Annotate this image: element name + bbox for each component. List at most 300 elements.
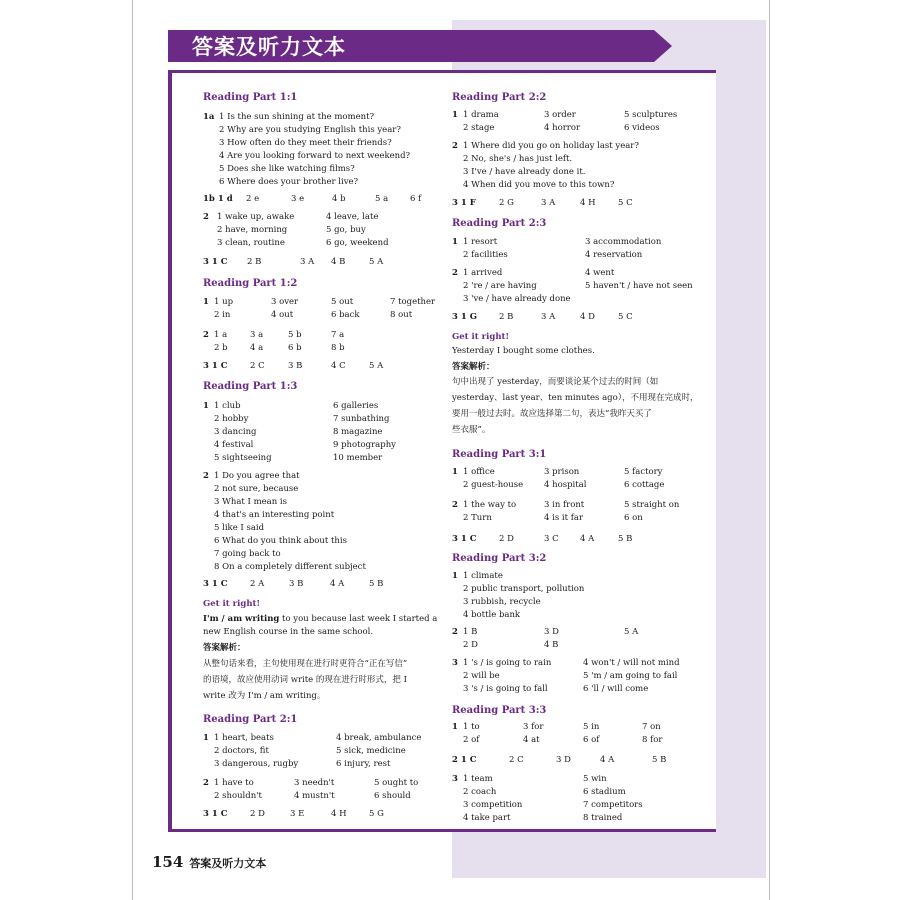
exercise-number: 1 xyxy=(452,467,458,477)
text-line: 从整句话来看，主句使用现在进行时更符合“正在写信” xyxy=(203,659,408,669)
answer-item: 2 will be xyxy=(463,671,500,681)
answer-item: 2 not sure, because xyxy=(214,484,299,494)
exercise-number: 1 xyxy=(452,237,458,247)
answer-row xyxy=(203,470,439,483)
answer-item: 8 trained xyxy=(583,813,623,823)
answer-item: 4 won't / will not mind xyxy=(583,658,680,668)
answer-row xyxy=(452,280,712,293)
answer-item: 3 1 C xyxy=(203,809,228,819)
answer-item: 5 sculptures xyxy=(624,110,678,120)
answer-item: 3 1 F xyxy=(452,198,476,208)
answer-item: 2 stage xyxy=(463,123,495,133)
answer-item: 1 climate xyxy=(463,571,503,581)
answer-item: 4 b xyxy=(332,194,346,204)
answer-row xyxy=(203,360,439,373)
answer-item: 3 clean, routine xyxy=(217,238,285,248)
answer-row xyxy=(452,734,712,747)
answer-item: 3 1 G xyxy=(452,312,478,322)
section-title: Reading Part 1:3 xyxy=(203,381,298,392)
answer-item: 3 accommodation xyxy=(585,237,662,247)
answer-key-box xyxy=(168,70,716,832)
section-title: Reading Part 3:3 xyxy=(452,705,547,716)
text-line: 答案解析： xyxy=(452,362,495,372)
answer-row xyxy=(203,522,439,535)
exercise-number: 2 xyxy=(203,330,209,340)
answer-item: 3 B xyxy=(288,361,303,371)
answer-item: 6 go, weekend xyxy=(326,238,389,248)
answer-item: 2 shouldn't xyxy=(214,791,262,801)
answer-item: 5 a xyxy=(375,194,389,204)
answer-item: 4 out xyxy=(271,310,294,320)
answer-item: 4 that's an interesting point xyxy=(214,510,335,520)
exercise-block xyxy=(452,267,712,306)
answer-row xyxy=(452,249,712,262)
exercise-number: 1a xyxy=(203,112,215,122)
answer-item: 1 Do you agree that xyxy=(214,471,300,481)
answer-item: 3 prison xyxy=(544,467,580,477)
answer-row xyxy=(452,786,712,799)
answer-row xyxy=(452,583,712,596)
answer-item: 6 videos xyxy=(624,123,660,133)
answer-item: 3 A xyxy=(541,312,556,322)
answer-item: 1 office xyxy=(463,467,495,477)
answer-row xyxy=(203,496,439,509)
answer-item: 6 back xyxy=(331,310,360,320)
text-line: 些衣服”。 xyxy=(452,425,491,435)
answer-item: 5 B xyxy=(618,534,633,544)
answer-row xyxy=(203,777,439,790)
page-footer xyxy=(152,853,266,871)
answer-item: 6 of xyxy=(583,735,600,745)
answer-item: 3 D xyxy=(544,627,559,637)
exercise-number: 2 xyxy=(203,778,209,788)
answer-item: 2 hobby xyxy=(214,414,249,424)
answer-row xyxy=(203,483,439,496)
section-title: Reading Part 2:2 xyxy=(452,92,547,103)
text-line: yesterday、last year、ten minutes ago），不用现在完成时， xyxy=(452,393,699,403)
answer-row xyxy=(452,293,712,306)
answer-row xyxy=(203,193,439,206)
answer-item: 6 b xyxy=(288,343,302,353)
answer-item: 3 A xyxy=(541,198,556,208)
answer-item: 4 a xyxy=(250,343,264,353)
text-line: Yesterday I bought some clothes. xyxy=(452,346,595,356)
answer-item: 7 sunbathing xyxy=(333,414,390,424)
answer-row xyxy=(203,342,439,355)
answer-item: 3 D xyxy=(556,755,571,765)
answer-item: 8 out xyxy=(390,310,413,320)
answer-item: 2 1 C xyxy=(452,755,477,765)
answer-row xyxy=(203,224,439,237)
answer-item: 2 public transport, pollution xyxy=(463,584,585,594)
answer-item: 4 take part xyxy=(463,813,511,823)
answer-item: 2 B xyxy=(499,312,514,322)
answer-row xyxy=(452,512,712,525)
answer-row xyxy=(452,311,712,324)
answer-item: 2 guest-house xyxy=(463,480,524,490)
answer-item: 5 C xyxy=(618,312,633,322)
answer-item: 3 's / is going to fall xyxy=(463,684,548,694)
answer-item: 2 Why are you studying English this year? xyxy=(219,125,401,135)
answer-row xyxy=(203,548,439,561)
answer-item: 3 What I mean is xyxy=(214,497,287,507)
answer-item: 1 B xyxy=(463,627,478,637)
answer-row xyxy=(452,140,712,153)
answer-item: 2 facilities xyxy=(463,250,508,260)
exercise-number: 1 xyxy=(452,110,458,120)
answer-item: 5 G xyxy=(369,809,384,819)
text-line: new English course in the same school. xyxy=(203,627,374,637)
answer-row xyxy=(452,670,712,683)
answer-item: 2 e xyxy=(246,194,260,204)
answer-row xyxy=(203,137,439,150)
text-line: 的语境，故应使用动词 write 的现在进行时形式，把 I xyxy=(203,675,407,685)
answer-line xyxy=(452,533,712,546)
banner-arrow xyxy=(654,30,672,62)
answer-row xyxy=(203,237,439,250)
answer-item: 5 B xyxy=(369,579,384,589)
answer-item: 8 for xyxy=(642,735,663,745)
answer-item: 7 competitors xyxy=(583,800,643,810)
exercise-block xyxy=(452,236,712,262)
exercise-block xyxy=(452,657,712,696)
exercise-number: 1 xyxy=(452,571,458,581)
exercise-block xyxy=(203,329,439,355)
section-title: Reading Part 2:3 xyxy=(452,218,547,229)
answer-item: 10 member xyxy=(333,453,383,463)
answer-item: 5 straight on xyxy=(624,500,680,510)
answer-item: 2 b xyxy=(214,343,228,353)
answer-row xyxy=(452,499,712,512)
answer-item: 4 reservation xyxy=(585,250,643,260)
answer-row xyxy=(203,426,439,439)
answer-item: 6 cottage xyxy=(624,480,665,490)
answer-row xyxy=(452,626,712,639)
answer-row xyxy=(452,570,712,583)
answer-item: 5 haven't / have not seen xyxy=(585,281,693,291)
answer-row xyxy=(203,452,439,465)
get-it-right-sentence xyxy=(203,613,439,626)
answer-item: 2 C xyxy=(509,755,524,765)
answer-item: 3 How often do they meet their friends? xyxy=(219,138,392,148)
answer-item: 4 H xyxy=(580,198,596,208)
answer-item: 1 wake up, awake xyxy=(217,212,295,222)
answer-item: 5 C xyxy=(618,198,633,208)
answer-item: 5 in xyxy=(583,722,600,732)
answer-item: 4 C xyxy=(331,361,346,371)
answer-item: 7 a xyxy=(331,330,345,340)
answer-item: 1b 1 d xyxy=(203,194,233,204)
exercise-number: 2 xyxy=(203,212,209,222)
answer-item: 3 needn't xyxy=(294,778,335,788)
exercise-number: 2 xyxy=(452,500,458,510)
answer-item: 3 competition xyxy=(463,800,523,810)
answer-item: 3 dancing xyxy=(214,427,257,437)
answer-item: 3 order xyxy=(544,110,576,120)
answer-row xyxy=(203,309,439,322)
answer-item: 6 galleries xyxy=(333,401,379,411)
page-header-banner xyxy=(168,30,654,62)
answer-item: 5 'm / am going to fail xyxy=(583,671,678,681)
answer-row xyxy=(203,561,439,574)
answer-item: 1 arrived xyxy=(463,268,503,278)
answer-item: 3 A xyxy=(300,257,315,267)
exercise-block xyxy=(203,111,439,189)
answer-item: 5 B xyxy=(652,755,667,765)
answer-item: 4 bottle bank xyxy=(463,610,521,620)
answer-item: 3 C xyxy=(544,534,559,544)
exercise-number: 2 xyxy=(452,141,458,151)
exercise-number: 2 xyxy=(452,627,458,637)
answer-row xyxy=(452,166,712,179)
answer-row xyxy=(452,657,712,670)
exercise-block xyxy=(452,140,712,192)
answer-item: 4 A xyxy=(600,755,615,765)
page-header-title: 答案及听力文本 xyxy=(192,35,346,59)
answer-item: 5 A xyxy=(624,627,639,637)
section-title: Reading Part 3:1 xyxy=(452,449,547,460)
answer-item: 1 heart, beats xyxy=(214,733,274,743)
answer-row xyxy=(203,400,439,413)
answer-item: 3 over xyxy=(271,297,299,307)
answer-item: 5 factory xyxy=(624,467,663,477)
answer-item: 5 A xyxy=(369,361,384,371)
exercise-number: 1 xyxy=(452,722,458,732)
answer-row xyxy=(452,639,712,652)
answer-item: 1 's / is going to rain xyxy=(463,658,552,668)
text-line: Get it right! xyxy=(203,599,261,609)
exercise-block xyxy=(452,626,712,652)
answer-item: 4 went xyxy=(585,268,615,278)
answer-row xyxy=(203,256,439,269)
answer-item: 3 've / have already done xyxy=(463,294,571,304)
exercise-block xyxy=(452,721,712,747)
section-title: Reading Part 1:1 xyxy=(203,92,298,103)
answer-row xyxy=(203,439,439,452)
answer-item: 4 D xyxy=(580,312,595,322)
answer-line xyxy=(452,311,712,324)
answer-item: 4 B xyxy=(331,257,346,267)
answer-row xyxy=(203,163,439,176)
answer-row xyxy=(452,609,712,622)
answer-row xyxy=(452,153,712,166)
answer-item: 5 sick, medicine xyxy=(336,746,406,756)
page-number: 154 xyxy=(152,853,184,871)
answer-item: 8 On a completely different subject xyxy=(214,562,366,572)
exercise-block xyxy=(452,773,712,825)
answer-item: 5 out xyxy=(331,297,354,307)
exercise-number: 2 xyxy=(452,268,458,278)
exercise-block xyxy=(203,400,439,465)
answer-row xyxy=(452,236,712,249)
answer-item: 6 injury, rest xyxy=(336,759,391,769)
exercise-block xyxy=(203,777,439,803)
answer-item: 5 ought to xyxy=(374,778,419,788)
answer-item: 3 a xyxy=(250,330,264,340)
answer-item: 5 sightseeing xyxy=(214,453,272,463)
answer-item: 5 win xyxy=(583,774,607,784)
answer-item: 1 the way to xyxy=(463,500,517,510)
exercise-number: 3 xyxy=(452,774,458,784)
answer-row xyxy=(452,267,712,280)
exercise-block xyxy=(452,570,712,622)
text-line: 答案解析： xyxy=(203,643,246,653)
answer-item: 7 on xyxy=(642,722,661,732)
answer-item: 4 mustn't xyxy=(294,791,335,801)
answer-item: 3 1 C xyxy=(452,534,477,544)
exercise-block xyxy=(203,211,439,250)
text-line: 要用一般过去时。故应选择第二句，表达“我昨天买了 xyxy=(452,409,652,419)
answer-row xyxy=(452,754,712,767)
highlight-answer: I'm / am writing xyxy=(203,614,280,624)
answer-row xyxy=(452,773,712,786)
answer-line xyxy=(203,193,439,206)
answer-row xyxy=(203,124,439,137)
answer-line xyxy=(452,197,712,210)
answer-item: 1 a xyxy=(214,330,228,340)
sentence-rest: to you because last week I started a xyxy=(279,614,438,624)
answer-item: 5 A xyxy=(369,257,384,267)
answer-item: 2 Turn xyxy=(463,513,492,523)
exercise-block xyxy=(203,470,439,574)
answer-item: 9 photography xyxy=(333,440,396,450)
answer-item: 4 hospital xyxy=(544,480,587,490)
answer-item: 6 should xyxy=(374,791,411,801)
footer-title: 答案及听力文本 xyxy=(189,857,267,870)
answer-item: 2 in xyxy=(214,310,231,320)
answer-row xyxy=(452,179,712,192)
text-line: write 改为 I'm / am writing。 xyxy=(203,691,326,701)
answer-row xyxy=(203,535,439,548)
answer-item: 6 f xyxy=(410,194,422,204)
answer-item: 6 'll / will come xyxy=(583,684,649,694)
answer-item: 3 1 C xyxy=(203,361,228,371)
answer-row xyxy=(452,799,712,812)
answer-item: 3 1 C xyxy=(203,579,228,589)
exercise-block xyxy=(203,296,439,322)
answer-item: 2 B xyxy=(247,257,262,267)
answer-item: 2 of xyxy=(463,735,480,745)
answer-item: 3 dangerous, rugby xyxy=(214,759,299,769)
answer-item: 1 Is the sun shining at the moment? xyxy=(219,112,375,122)
answer-item: 7 together xyxy=(390,297,436,307)
answer-row xyxy=(452,596,712,609)
answer-row xyxy=(452,109,712,122)
section-title: Reading Part 1:2 xyxy=(203,278,298,289)
answer-row xyxy=(203,758,439,771)
answer-row xyxy=(203,211,439,224)
answer-row xyxy=(203,732,439,745)
answer-item: 5 b xyxy=(288,330,302,340)
answer-item: 4 is it far xyxy=(544,513,584,523)
answer-row xyxy=(452,533,712,546)
answer-item: 2 're / are having xyxy=(463,281,537,291)
exercise-number: 1 xyxy=(203,401,209,411)
answer-item: 3 in front xyxy=(544,500,585,510)
answer-item: 3 I've / have already done it. xyxy=(463,167,586,177)
answer-item: 2 A xyxy=(250,579,265,589)
answer-row xyxy=(203,413,439,426)
answer-item: 4 Are you looking forward to next weekend? xyxy=(219,151,411,161)
answer-row xyxy=(203,296,439,309)
answer-row xyxy=(203,329,439,342)
answer-item: 6 stadium xyxy=(583,787,626,797)
answer-line xyxy=(203,578,439,591)
answer-item: 3 e xyxy=(291,194,305,204)
answer-item: 1 club xyxy=(214,401,241,411)
answer-row xyxy=(452,122,712,135)
answer-item: 2 C xyxy=(250,361,265,371)
exercise-block xyxy=(452,109,712,135)
answer-item: 1 Where did you go on holiday last year? xyxy=(463,141,639,151)
answer-item: 1 up xyxy=(214,297,234,307)
answer-item: 1 drama xyxy=(463,110,499,120)
answer-item: 4 When did you move to this town? xyxy=(463,180,615,190)
answer-item: 6 What do you think about this xyxy=(214,536,347,546)
answer-item: 2 D xyxy=(499,534,514,544)
answer-row xyxy=(203,808,439,821)
answer-item: 2 have, morning xyxy=(217,225,288,235)
answer-item: 2 No, she's / has just left. xyxy=(463,154,573,164)
answer-item: 4 leave, late xyxy=(326,212,379,222)
answer-row xyxy=(203,745,439,758)
answer-row xyxy=(203,176,439,189)
answer-row xyxy=(203,790,439,803)
answer-item: 3 rubbish, recycle xyxy=(463,597,541,607)
answer-row xyxy=(203,509,439,522)
answer-item: 1 have to xyxy=(214,778,254,788)
answer-line xyxy=(203,808,439,821)
answer-item: 8 b xyxy=(331,343,345,353)
text-line: 句中出现了 yesterday，而要谈论某个过去的时间（如 xyxy=(452,377,659,387)
answer-item: 4 at xyxy=(523,735,540,745)
answer-item: 7 going back to xyxy=(214,549,281,559)
answer-row xyxy=(452,197,712,210)
answer-item: 5 like I said xyxy=(214,523,265,533)
answer-item: 3 E xyxy=(290,809,305,819)
answer-item: 6 Where does your brother live? xyxy=(219,177,359,187)
answer-item: 1 team xyxy=(463,774,493,784)
answer-item: 4 break, ambulance xyxy=(336,733,422,743)
answer-item: 4 B xyxy=(544,640,559,650)
exercise-number: 3 xyxy=(452,658,458,668)
answer-item: 1 resort xyxy=(463,237,498,247)
answer-row xyxy=(452,479,712,492)
exercise-block xyxy=(452,499,712,525)
answer-item: 8 magazine xyxy=(333,427,383,437)
answer-item: 2 G xyxy=(499,198,514,208)
answer-row xyxy=(452,812,712,825)
answer-item: 4 H xyxy=(331,809,347,819)
answer-item: 3 for xyxy=(523,722,544,732)
answer-item: 2 D xyxy=(463,640,478,650)
answer-item: 3 1 C xyxy=(203,257,228,267)
answer-row xyxy=(452,683,712,696)
answer-row xyxy=(203,111,439,124)
answer-row xyxy=(203,578,439,591)
answer-item: 2 coach xyxy=(463,787,497,797)
answer-item: 4 A xyxy=(330,579,345,589)
answer-item: 6 on xyxy=(624,513,643,523)
answer-item: 4 festival xyxy=(214,440,254,450)
answer-item: 4 A xyxy=(580,534,595,544)
answer-line xyxy=(452,754,712,767)
answer-item: 3 B xyxy=(289,579,304,589)
answer-item: 4 horror xyxy=(544,123,581,133)
answer-item: 1 to xyxy=(463,722,480,732)
exercise-number: 1 xyxy=(203,733,209,743)
text-line: Get it right! xyxy=(452,332,510,342)
